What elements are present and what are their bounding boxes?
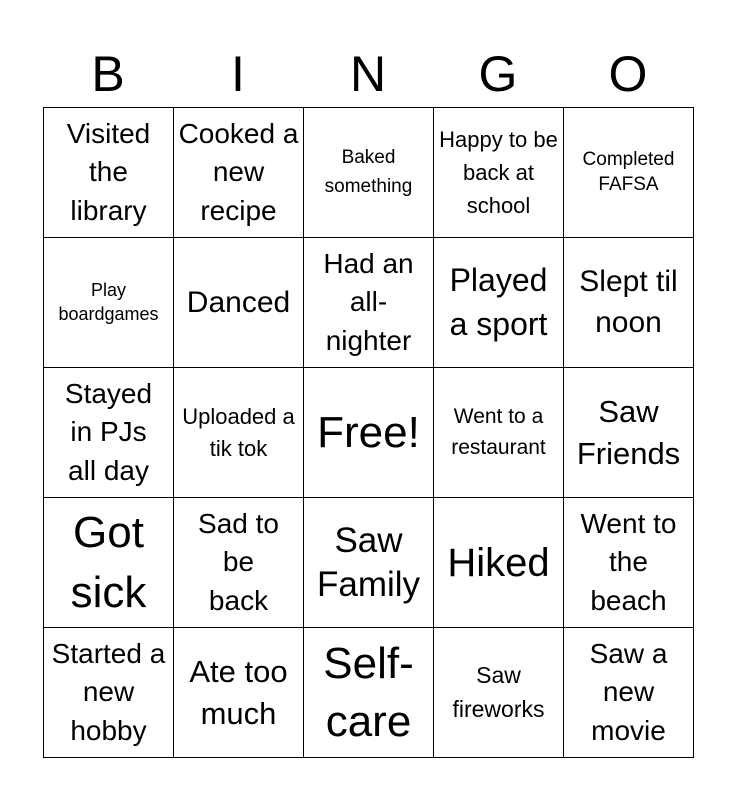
header-letter-g: G [478,46,518,102]
header-letter-n: N [349,46,387,102]
bingo-header [43,40,693,108]
cell-label: Slept til noon [579,265,678,339]
cell-label: Danced [186,285,291,319]
bingo-cell[interactable] [304,238,434,368]
bingo-cell[interactable] [174,628,304,758]
bingo-cell[interactable] [564,628,694,758]
cell-label: Saw Friends [576,393,681,471]
cell-label: Uploaded a tik tok [182,403,295,461]
bingo-cell[interactable] [564,368,694,498]
cell-label: Started a new hobby [51,637,166,746]
cell-label: Cooked a new recipe [178,117,299,226]
header-letter-i: I [231,46,245,102]
cell-label: Went to a restaurant [451,405,546,459]
cell-label: Saw fireworks [452,662,545,722]
bingo-cell[interactable] [174,238,304,368]
cell-label: Played a sport [449,262,548,342]
bingo-cell[interactable] [44,108,174,238]
cell-label: Saw a new movie [589,637,668,746]
bingo-cell[interactable] [174,108,304,238]
cell-label: Had an all-nighter [323,247,414,356]
bingo-cell[interactable] [304,108,434,238]
cell-label: Baked something [324,147,413,197]
cell-label: Saw Family [316,520,421,604]
bingo-cell[interactable] [44,238,174,368]
bingo-cell[interactable] [304,628,434,758]
bingo-cell[interactable] [44,628,174,758]
cell-label: Completed FAFSA [582,148,675,195]
cell-label: Visited the library [66,117,151,226]
bingo-cell[interactable] [564,108,694,238]
bingo-cell[interactable] [304,498,434,628]
bingo-board [43,107,694,758]
cell-label: Got sick [70,508,147,617]
cell-label: Hiked [447,540,550,585]
bingo-cell[interactable] [564,238,694,368]
bingo-cell[interactable] [174,498,304,628]
bingo-cell[interactable] [434,628,564,758]
header-letter-b: B [91,46,125,102]
cell-label: Self-care [323,639,414,746]
bingo-cell[interactable] [434,368,564,498]
cell-label: Ate too much [189,653,288,731]
bingo-cell[interactable] [434,238,564,368]
bingo-cell[interactable] [564,498,694,628]
bingo-cell[interactable] [44,498,174,628]
bingo-cell[interactable] [44,368,174,498]
cell-label: Stayed in PJs all day [64,377,153,486]
cell-label: Play boardgames [58,280,159,324]
cell-label: Happy to be back at school [439,127,558,218]
cell-label: Went to the beach [580,507,677,616]
cell-label: Free! [317,407,420,457]
header-letter-o: O [608,46,648,102]
bingo-cell[interactable] [434,498,564,628]
cell-label: Sad to be back [198,507,279,616]
bingo-cell[interactable] [174,368,304,498]
bingo-cell[interactable] [434,108,564,238]
bingo-cell[interactable] [304,368,434,498]
